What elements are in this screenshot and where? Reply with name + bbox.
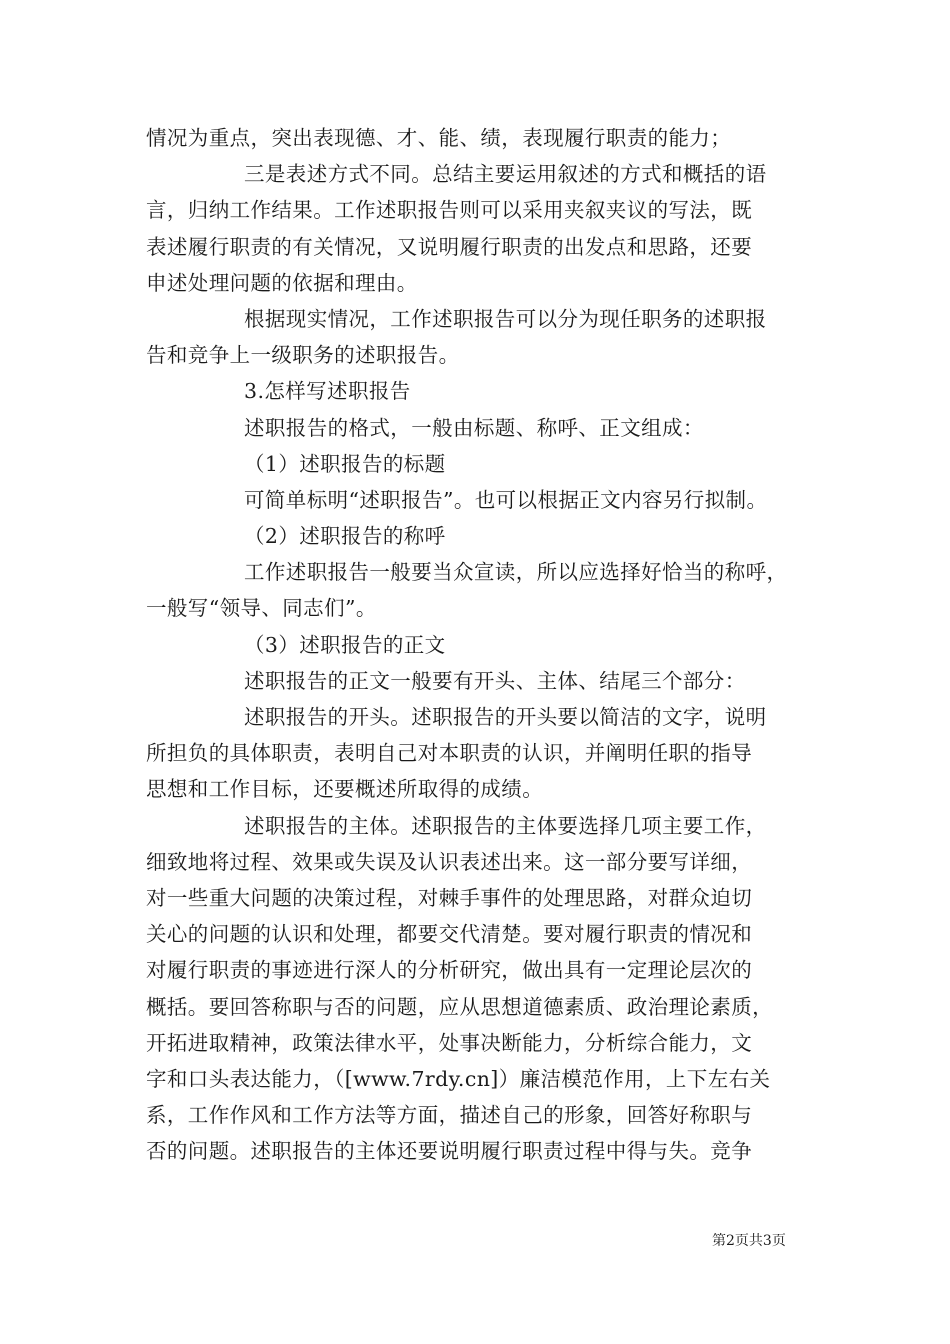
text-line: 系，工作作风和工作方法等方面，描述自己的形象，回答好称职与 — [146, 1103, 753, 1128]
text-line: 关心的问题的认识和处理，都要交代清楚。要对履行职责的情况和 — [146, 922, 753, 947]
text-line: 一般写“领导、同志们”。 — [146, 596, 377, 621]
text-line: （2）述职报告的称呼 — [244, 524, 446, 549]
text-line: 字和口头表达能力，（[www.7rdy.cn]）廉洁模范作用，上下左右关 — [146, 1066, 771, 1091]
text-line: 述职报告的开头。述职报告的开头要以简洁的文字，说明 — [244, 705, 767, 729]
text-line: 情况为重点，突出表现德、才、能、绩，表现履行职责的能力； — [146, 126, 732, 150]
text-line: 工作述职报告一般要当众宣读，所以应选择好恰当的称呼， — [244, 560, 788, 585]
text-line: 可简单标明“述职报告”。也可以根据正文内容另行拟制。 — [244, 487, 768, 512]
document-body — [146, 120, 818, 1169]
text-line: （3）述职报告的正文 — [244, 632, 446, 657]
text-line: 概括。要回答称职与否的问题，应从思想道德素质、政治理论素质， — [146, 994, 773, 1019]
page-number: 第2页共3页 — [712, 1233, 786, 1249]
text-line: 细致地将过程、效果或失误及认识表述出来。这一部分要写详细， — [146, 849, 753, 874]
text-line: 所担负的具体职责，表明自己对本职责的认识，并阐明任职的指导 — [146, 741, 753, 766]
text-line: 述职报告的格式，一般由标题、称呼、正文组成： — [244, 415, 704, 440]
text-line: 告和竞争上一级职务的述职报告。 — [146, 343, 460, 368]
text-line: 申述处理问题的依据和理由。 — [146, 270, 418, 295]
text-line: 否的问题。述职报告的主体还要说明履行职责过程中得与失。竞争 — [146, 1139, 753, 1164]
text-line: 3.怎样写述职报告 — [244, 379, 411, 404]
text-line: 述职报告的正文一般要有开头、主体、结尾三个部分： — [244, 668, 746, 693]
text-line: （1）述职报告的标题 — [244, 451, 446, 476]
text-line: 根据现实情况，工作述职报告可以分为现任职务的述职报 — [244, 306, 767, 331]
text-line: 对履行职责的事迹进行深人的分析研究，做出具有一定理论层次的 — [146, 958, 753, 983]
text-line: 对一些重大问题的决策过程，对棘手事件的处理思路，对群众迫切 — [146, 885, 753, 910]
text-line: 言，归纳工作结果。工作述职报告则可以采用夹叙夹议的写法，既 — [146, 198, 753, 223]
text-line: 述职报告的主体。述职报告的主体要选择几项主要工作， — [244, 813, 767, 838]
text-line: 三是表述方式不同。总结主要运用叙述的方式和概括的语 — [244, 162, 767, 187]
text-line: 思想和工作目标，还要概述所取得的成绩。 — [146, 777, 544, 802]
text-line: 表述履行职责的有关情况，又说明履行职责的出发点和思路，还要 — [146, 234, 753, 259]
text-line: 开拓进取精神，政策法律水平，处事决断能力，分析综合能力，文 — [146, 1030, 753, 1055]
